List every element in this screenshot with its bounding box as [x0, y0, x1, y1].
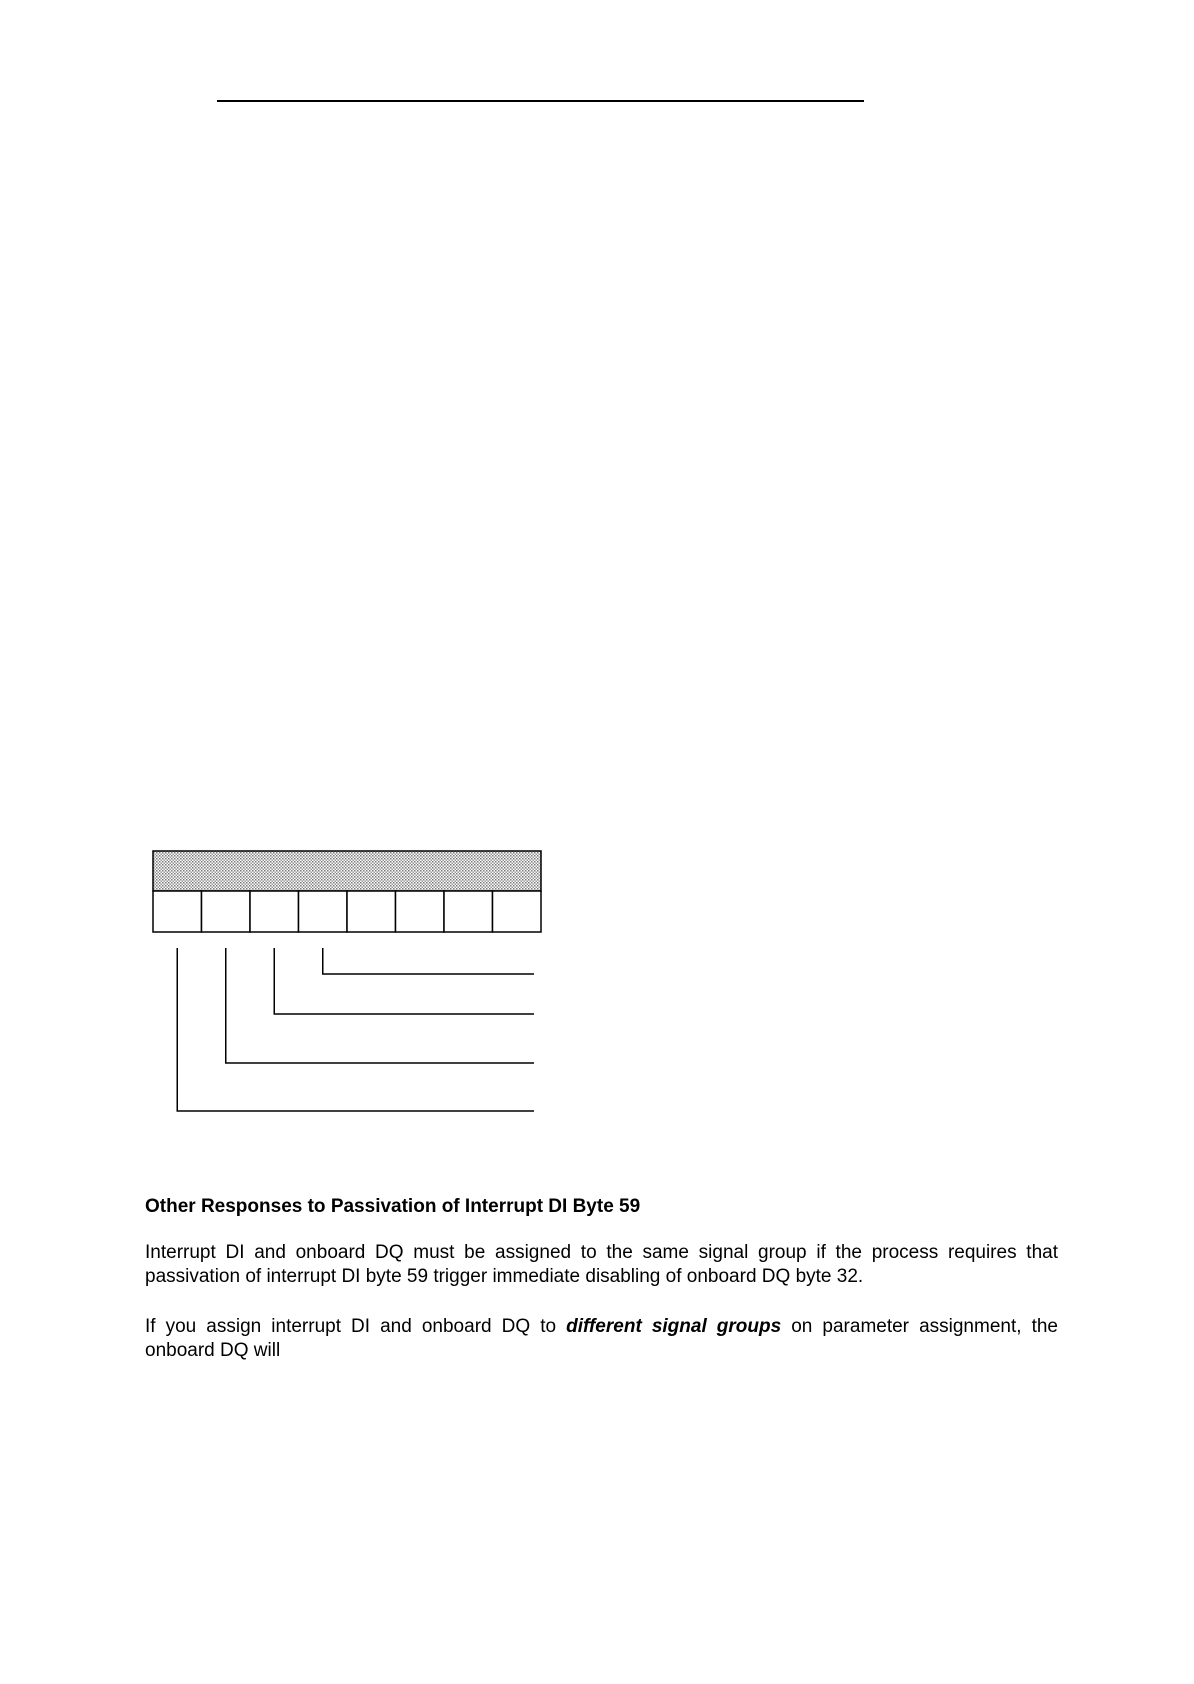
paragraph-different-groups — [145, 1315, 1058, 1363]
emphasis-different-signal-groups: different signal groups — [566, 1316, 782, 1337]
bit-cell — [250, 891, 299, 932]
bit-cell — [153, 891, 202, 932]
bit-cell — [444, 891, 493, 932]
section-heading: Other Responses to Passivation of Interrupt DI Byte 59 — [145, 1196, 641, 1217]
leader-lines — [177, 948, 534, 1111]
bit-leader-line — [177, 948, 534, 1111]
bit-cell — [347, 891, 396, 932]
bit-cell — [396, 891, 445, 932]
bit-cell — [493, 891, 542, 932]
byte-header-shaded — [153, 851, 541, 891]
paragraph-text-before: If you assign interrupt DI and onboard DQ to — [145, 1316, 567, 1337]
bit-cells — [153, 891, 541, 932]
bit-leader-line — [274, 948, 534, 1014]
bit-cell — [202, 891, 251, 932]
bit-cell — [299, 891, 348, 932]
bit-leader-line — [323, 948, 534, 974]
paragraph-text-after: on parameter assignment, the onboard DQ will — [145, 1316, 1058, 1361]
bit-leader-line — [226, 948, 534, 1063]
paragraph-signal-group: Interrupt DI and onboard DQ must be assigned to the same signal group if the process requires that passivation of interrupt DI byte 59 trigger immediate disabling of onboard DQ byte 32. — [145, 1242, 1058, 1287]
